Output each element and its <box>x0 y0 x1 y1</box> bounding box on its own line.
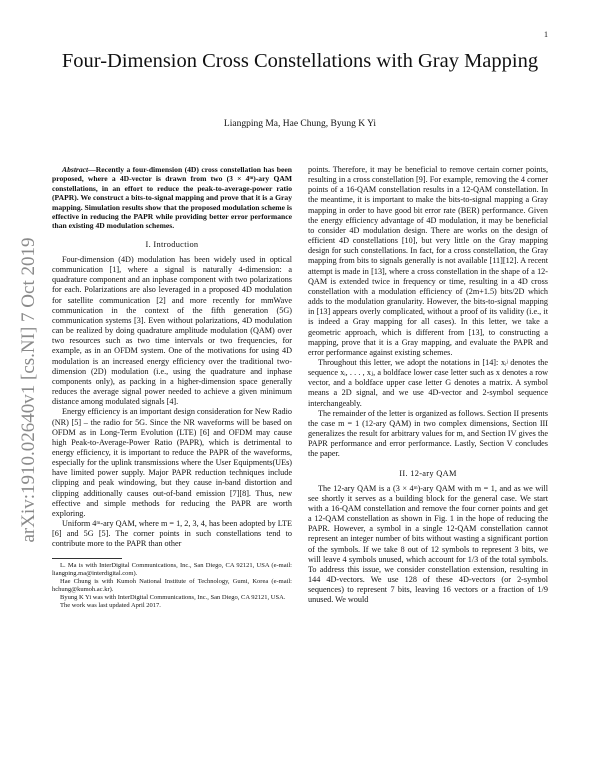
abstract <box>52 165 292 231</box>
intro-paragraph-1: Four-dimension (4D) modulation has been widely used in optical communication [1], where a signal is naturally 4-dimension: a quadrature component and an inphase component with two polarizations for each. Polarizations are also leveraged in a proposed 4D modulation for satellite communication [2] and more recently for mmWave communication in the context of the fifth generation (5G) communication systems [3]. Even without polarizations, 4D modulation can be realized by doing quadrature amplitude modulation (QAM) over two resources such as two time intervals or two frequencies, for example, as in an OFDM system. One of the motivations for using 4D modulation is an increased energy efficiency over the traditional two-dimension (2D) modulation (i.e., using the quadrature and inphase components only), as packing in a higher-dimension space generally reduces the average signal power needed to achieve a given minimum distance among modulated signals [4]. <box>52 255 292 407</box>
body-paragraph-continued: points. Therefore, it may be beneficial to remove certain corner points, resulting in a cross constellation [9]. For example, removing the 4 corner points of a 16-QAM constellation results in a 12-QAM constellation. In the meantime, it is important to make the bits-to-signal mapping a Gray mapping in order to have good bit error rate (BER) performance. Given the energy efficiency advantage of 4D modulation, it may be beneficial to consider 4D modulation design. There are works on the design of efficient 4D constellations [10], but very little on the Gray mapping design for such constellations. In fact, for a cross constellation, the Gray mapping from bits to signals generally is not available [11][12]. A recent attempt is made in [13], where a cross constellation in the shape of a 12-QAM is extended twice in frequency or time, resulting in a 4D cross constellation with a modulation efficiency of (2m+1.5) bits/2D which adds to the modulation granularity. However, the bits-to-signal mapping in [13] appears overly complicated, without a proof of its validity (i.e., it is indeed a Gray mapping for all cases). In this letter, we take a geometric approach, which is different from [13], to constructing a mapping, prove that it is a Gray mapping, and evaluate the PAPR and error performance against existing schemes. <box>308 165 548 357</box>
abstract-text: Recently a four-dimension (4D) cross constellation has been proposed, where a 4D-vector is drawn from two (3 × 4ᵐ)-ary QAM constellations, in an effort to reduce the peak-to-average-power ratio (PAPR). We construct a bits-to-signal mapping and prove that it is a Gray mapping. Simulation results show that the proposed modulation scheme is effective in reducing the PAPR while providing better error performance than existing 4D modulation schemes. <box>52 165 292 231</box>
section-heading-introduction: I. Introduction <box>145 239 199 249</box>
arxiv-watermark <box>16 180 42 600</box>
paper-title: Four-Dimension Cross Constellations with Gray Mapping <box>61 50 539 72</box>
abstract-label: Abstract— <box>62 165 96 174</box>
section-heading-12-ary-qam: II. 12-ary QAM <box>399 468 457 478</box>
footnote-affiliation-ma: L. Ma is with InterDigital Communications, Inc., San Diego, CA 92121, USA (e-mail: liangping.ma@interdigital.com). <box>52 561 292 577</box>
left-column <box>52 165 292 610</box>
qam-paragraph: The 12-ary QAM is a (3 × 4ᵐ)-ary QAM with m = 1, and as we will see shortly it serves as a building block for the general case. We start with a 16-QAM constellation and remove the four corner points and get a 12-QAM constellation as shown in Fig. 1 in the hope of reducing the PAPR. However, a symbol in a single 12-QAM constellation cannot represent an integer number of bits without wasting a significant portion of the symbols. If we take 8 out of 12 symbols to represent 3 bits, we will leave 4 symbols unused, which account for 1/3 of the total symbols. To address this issue, we consider constellation extension, resulting in 144 4D-vectors. We use 128 of these 4D-vectors (or 2-symbol sequences) to represent 7 bits, leaving 16 vectors or a fraction of 1/9 unused. We would <box>308 483 548 605</box>
organization-paragraph: The remainder of the letter is organized as follows. Section II presents the case m = 1 (12-ary QAM) in two complex dimensions, Section III generalizes the result for arbitrary values for m, and Section IV gives the PAPR performance and error performance. Lastly, Section V concludes the paper. <box>308 408 548 459</box>
footnote-affiliation-chung: Hae Chung is with Kumoh National Institute of Technology, Gumi, Korea (e-mail: hchung@kumoh.ac.kr). <box>52 577 292 593</box>
intro-paragraph-3: Uniform 4ᵐ-ary QAM, where m = 1, 2, 3, 4, has been adopted by LTE [6] and 5G [5]. The corner points in such constellations tend to contribute more to the PAPR than other <box>52 519 292 549</box>
page-number: 1 <box>544 30 548 39</box>
footnote-affiliation-yi: Byung K Yi was with InterDigital Communications, Inc., San Diego, CA 92121, USA. <box>60 593 286 601</box>
arxiv-identifier: arXiv:1910.02640v1 [cs.NI] 7 Oct 2019 <box>18 237 39 543</box>
footnotes <box>52 562 292 611</box>
intro-paragraph-2: Energy efficiency is an important design consideration for New Radio (NR) [5] – the radio for 5G. Since the NR waveforms will be based on OFDM as in Long-Term Evolution (LTE) [6] and OFDM may cause high Peak-to-Average-Power Ratio (PAPR), which is detrimental to energy efficiency, it is important to reduce the PAPR of the waveforms, especially for the uplink transmissions where the User Equipments(UEs) have limited power supply. Major PAPR reduction techniques include clipping and peak windowing, but they cause in-band distortion and clipping additionally causes out-of-band emission [7][8]. Thus, new effective and simple methods for reducing the PAPR are worth exploring. <box>52 407 292 518</box>
right-column <box>308 165 548 606</box>
notation-paragraph: Throughout this letter, we adopt the notations in [14]: xᵢʲ denotes the sequence xᵢ, . . . , xⱼ, a boldface lower case letter such as x denotes a row vector, and a boldface upper case letter G denotes a matrix. A symbol means a 2D signal, and we use 4D-vector and 2-symbol sequence interchangeably. <box>308 357 548 408</box>
author-list: Liangping Ma, Hae Chung, Byung K Yi <box>223 119 377 129</box>
footnote-update-date: The work was last updated April 2017. <box>60 602 161 609</box>
footnote-divider <box>52 558 122 559</box>
